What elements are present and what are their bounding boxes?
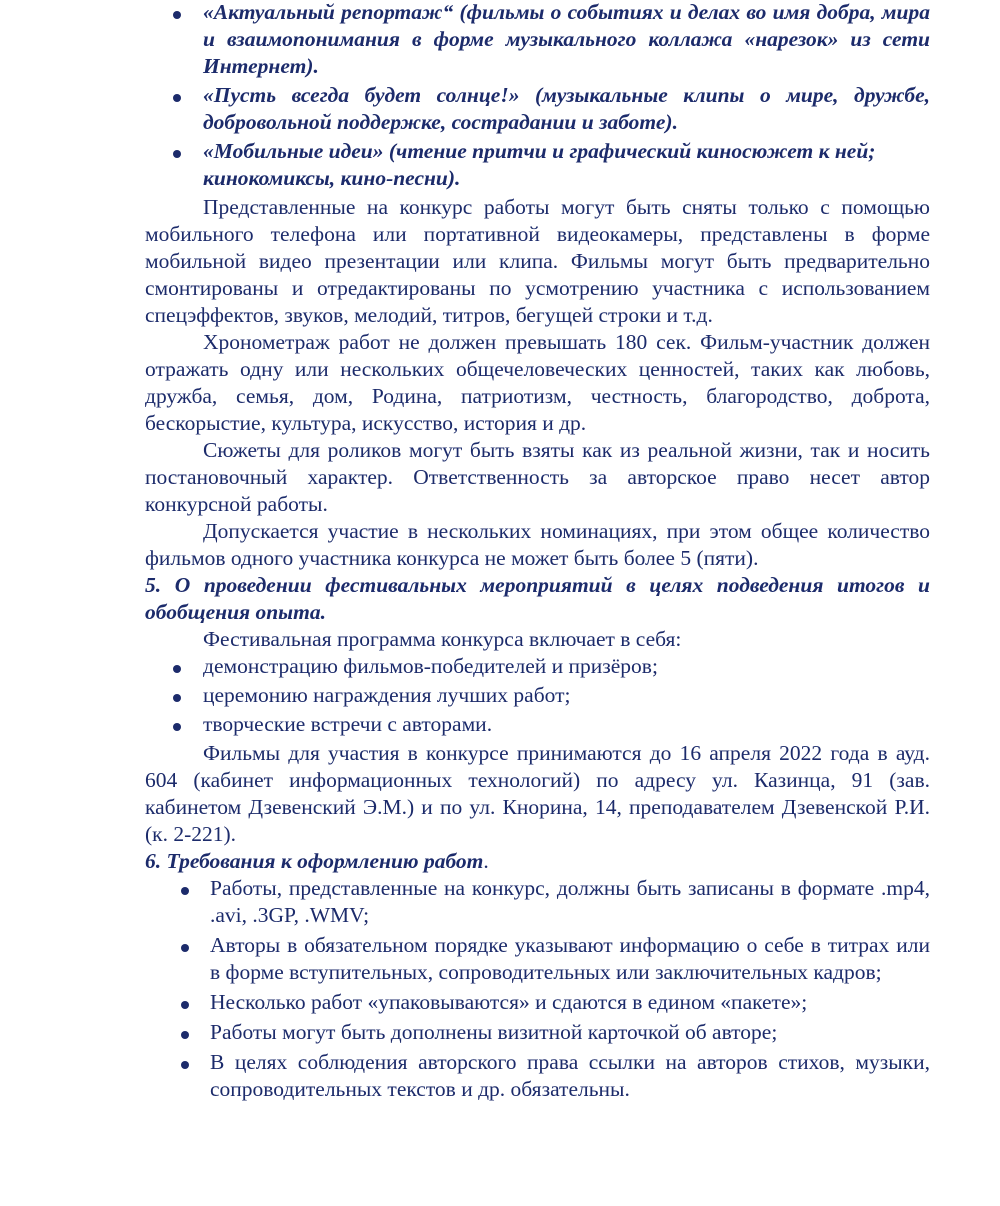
list-item-text: демонстрацию фильмов-победителей и призёров;: [203, 654, 658, 678]
nomination-desc: (чтение притчи и графический киносюжет к ней; кинокомиксы, кино-песни).: [203, 139, 876, 190]
paragraph-duration: Хронометраж работ не должен превышать 180 сек. Фильм-участник должен отражать одну или нескольких общечеловеческих ценностей, таких как любовь, дружба, семья, дом, Родина, патриотизм, честность, благородство, доброта, бескорыстие, культура, искусство, история и др.: [145, 330, 930, 435]
list-item: [145, 82, 930, 136]
section-6-heading: [145, 848, 930, 875]
section-6-heading-text: 6. Требования к оформлению работ: [145, 849, 484, 873]
nomination-desc: (фильмы о событиях и делах во имя добра, мира и взаимопонимания в форме музыкального коллажа «нарезок» из сети Интернет).: [203, 0, 930, 78]
bullet-icon: [181, 944, 189, 952]
section-5-intro: Фестивальная программа конкурса включает в себя:: [203, 627, 682, 651]
bullet-icon: [181, 1031, 189, 1039]
paragraph-submission: Фильмы для участия в конкурсе принимаются до 16 апреля 2022 года в ауд. 604 (кабинет информационных технологий) по адресу ул. Казинца, 91 (зав. кабинетом Дзевенский Э.М.) и по ул. Кнорина, 14, преподавателем Дзевенской Р.И. (к. 2-221).: [145, 741, 930, 846]
list-item: [145, 711, 930, 738]
list-item-text: Несколько работ «упаковываются» и сдаются в едином «пакете»;: [210, 990, 808, 1014]
nomination-text: [203, 0, 930, 78]
list-item-text: Работы, представленные на конкурс, должны быть записаны в формате .mp4, .avi, .3GP, .WMV;: [210, 876, 930, 927]
bullet-icon: [181, 1061, 189, 1069]
nomination-title: «Актуальный репортаж“: [203, 0, 454, 24]
list-item: [145, 989, 930, 1016]
bullet-icon: [173, 11, 181, 19]
list-item: [145, 875, 930, 929]
list-item: [145, 682, 930, 709]
list-item: [145, 1019, 930, 1046]
bullet-icon: [173, 694, 181, 702]
list-item-text: церемонию награждения лучших работ;: [203, 683, 571, 707]
bullet-icon: [181, 1001, 189, 1009]
paragraph-multiple: Допускается участие в нескольких номинациях, при этом общее количество фильмов одного участника конкурса не может быть более 5 (пяти).: [145, 519, 930, 570]
list-item-text: творческие встречи с авторами.: [203, 712, 493, 736]
paragraph-plots: Сюжеты для роликов могут быть взяты как из реальной жизни, так и носить постановочный характер. Ответственность за авторское право несет автор конкурсной работы.: [145, 438, 930, 516]
list-item: [145, 138, 930, 192]
list-item-text: Авторы в обязательном порядке указывают информацию о себе в титрах или в форме вступительных, сопроводительных или заключительных кадров;: [210, 933, 930, 984]
nomination-text: [203, 139, 875, 190]
bullet-icon: [173, 150, 181, 158]
nomination-text: [203, 83, 930, 134]
section-6-heading-tail: .: [483, 849, 489, 873]
festival-program-list: [145, 653, 930, 738]
document-page: [145, 0, 930, 1106]
nomination-desc: (музыкальные клипы о мире, дружбе, добровольной поддержке, сострадании и заботе).: [203, 83, 931, 134]
list-item: [145, 1049, 930, 1103]
requirements-list: [145, 875, 930, 1103]
nominations-list: [145, 0, 930, 192]
list-item: [145, 0, 930, 80]
paragraph-recording: Представленные на конкурс работы могут быть сняты только с помощью мобильного телефона или портативной видеокамеры, представлены в форме мобильной видео презентации или клипа. Фильмы могут быть предварительно смонтированы и отредактированы по усмотрению участника с использованием спецэффектов, звуков, мелодий, титров, бегущей строки и т.д.: [145, 195, 930, 327]
list-item-text: В целях соблюдения авторского права ссылки на авторов стихов, музыки, сопроводительных текстов и др. обязательны.: [210, 1050, 930, 1101]
list-item-text: Работы могут быть дополнены визитной карточкой об авторе;: [210, 1020, 778, 1044]
list-item: [145, 653, 930, 680]
nomination-title: «Пусть всегда будет солнце!»: [203, 83, 520, 107]
bullet-icon: [181, 887, 189, 895]
bullet-icon: [173, 665, 181, 673]
section-5-heading: 5. О проведении фестивальных мероприятий в целях подведения итогов и обобщения опыта.: [145, 573, 930, 624]
list-item: [145, 932, 930, 986]
bullet-icon: [173, 94, 181, 102]
bullet-icon: [173, 723, 181, 731]
nomination-title: «Мобильные идеи»: [203, 139, 384, 163]
